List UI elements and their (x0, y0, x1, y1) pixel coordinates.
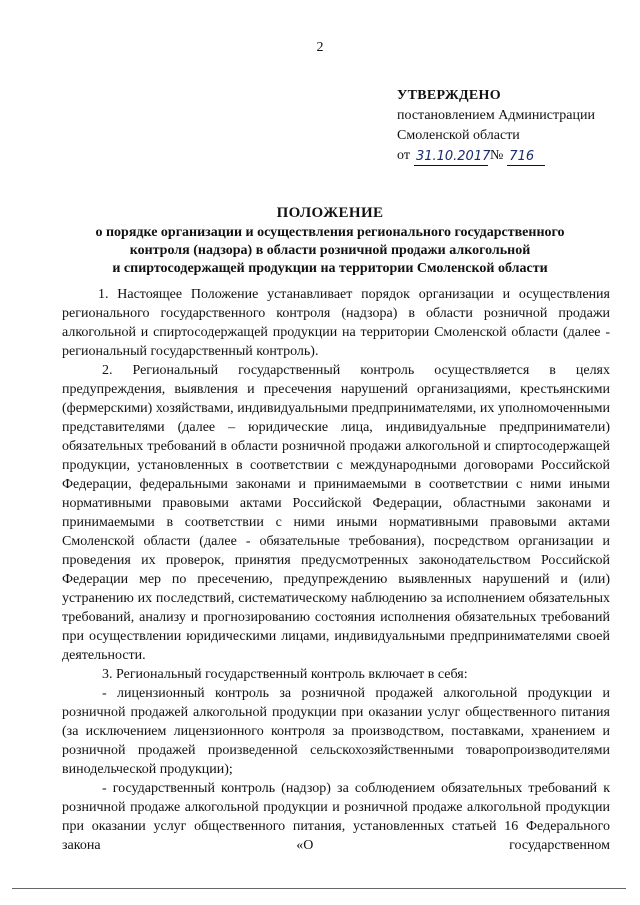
heading-line-2: контроля (надзора) в области розничной продажи алкогольной (129, 243, 531, 258)
approval-block (397, 86, 627, 166)
list-item-licensing-control: - лицензионный контроль за розничной продажей алкогольной продукции и розничной продажей алкогольной продукции при оказании услуг общественного питания (за исключением лицензионного контроля за производством, поставками, хранением и розничной продажей произведенной сельскохозяйственными товаропроизводителями винодельческой продукции); (62, 686, 610, 777)
approval-line-2: Смоленской области (397, 128, 520, 143)
list-item-state-control: - государственный контроль (надзор) за соблюдением обязательных требований к розничной продаже алкогольной продукции и розничной продаже алкогольной продукции при оказании услуг общественного питания, установленных статьей 16 Федерального закона «О государственном (62, 781, 610, 853)
heading-title: ПОЛОЖЕНИЕ (276, 205, 384, 221)
paragraph-3: 3. Региональный государственный контроль включает в себя: (102, 667, 468, 682)
number-sign: № (489, 148, 504, 163)
date-prefix: от (397, 148, 410, 163)
document-heading (60, 204, 600, 278)
paragraph-1: 1. Настоящее Положение устанавливает порядок организации и осуществления регионального государственного контроля (надзора) в области розничной продажи алкогольной и спиртосодержащей продукции на территории Смоленской области (далее - региональный государственный контроль). (62, 287, 610, 359)
approval-date-line (397, 146, 627, 166)
footer-divider (12, 888, 626, 889)
document-body (62, 285, 610, 855)
approval-line-1: постановлением Администрации (397, 108, 595, 123)
handwritten-date: 31.10.2017 (415, 149, 491, 164)
page-number: 2 (316, 40, 324, 55)
heading-line-1: о порядке организации и осуществления регионального государственного (95, 225, 565, 240)
approval-title: УТВЕРЖДЕНО (397, 88, 501, 103)
paragraph-2: 2. Региональный государственный контроль осуществляется в целях предупреждения, выявления и пресечения нарушений организациями, крестьянскими (фермерскими) хозяйствами, индивидуальными предпринимателями, их уполномоченными представителями (далее – юридические лица, индивидуальные предприниматели) обязательных требований в области розничной продажи алкогольной и спиртосодержащей продукции, установленных в соответствии с международными договорами Российской Федерации, федеральными законами и принимаемыми в соответствии с ними иными нормативными правовыми актами Российской Федерации, областными законами и принимаемыми в соответствии с ними иными нормативными правовыми актами Смоленской области (далее - обязательные требования), посредством организации и проведения их проверок, принятия предусмотренных законодательством Российской Федерации мер по пресечению, предупреждению выявленных нарушений и (или) устранению их последствий, систематическому наблюдению за исполнением обязательных требований, анализу и прогнозированию состояния исполнения обязательных требований при осуществлении юридическими лицами, индивидуальными предпринимателями своей деятельности. (62, 363, 610, 663)
handwritten-number: 716 (507, 149, 545, 166)
heading-line-3: и спиртосодержащей продукции на территории Смоленской области (112, 261, 548, 276)
